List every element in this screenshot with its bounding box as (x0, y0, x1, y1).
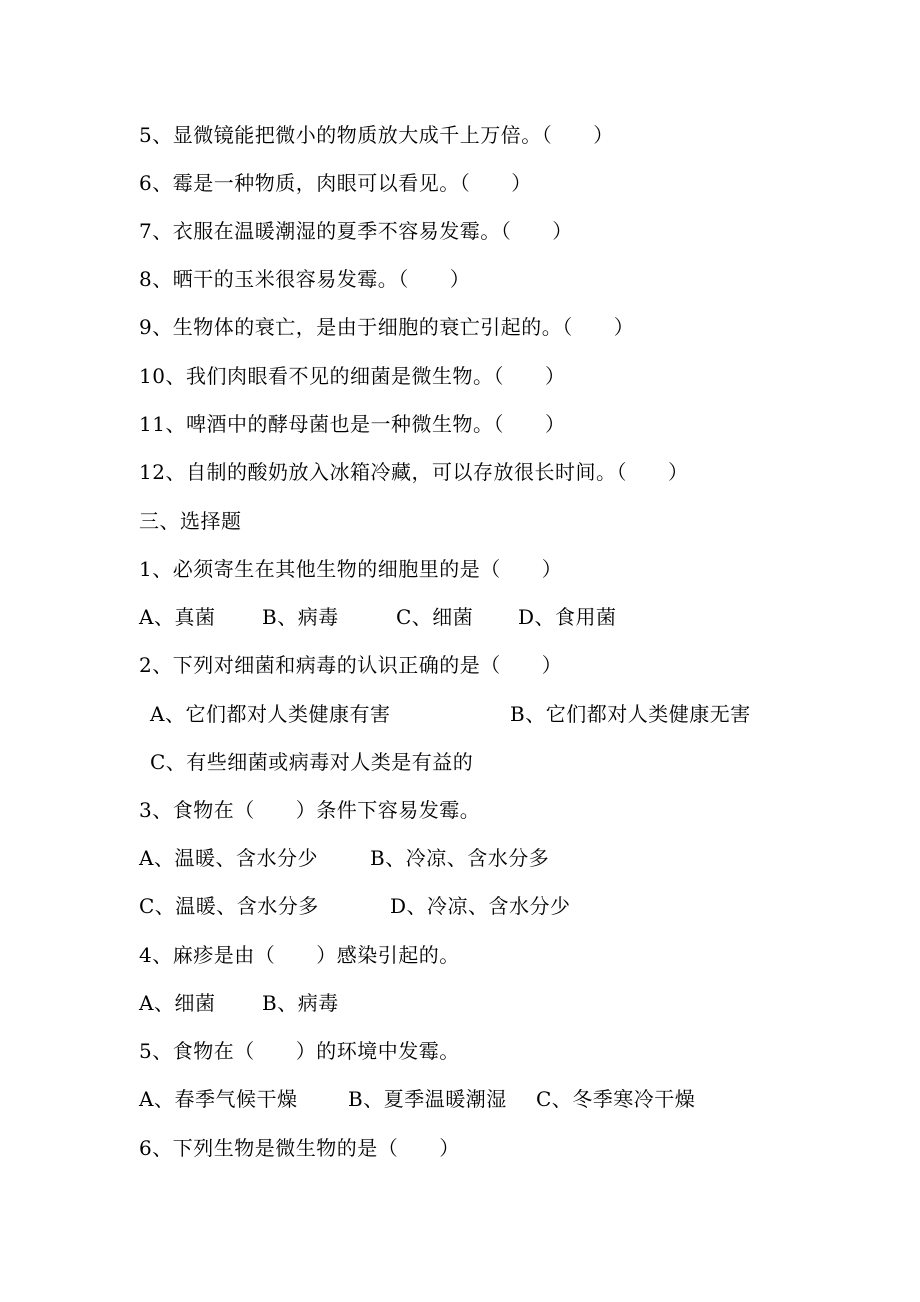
question-1-option-b: B、病毒 (262, 605, 339, 629)
question-5-option-c: C、冬季寒冷干燥 (536, 1087, 696, 1111)
judgement-item-12: 12、自制的酸奶放入冰箱冷藏，可以存放很长时间。（ ） (139, 460, 689, 484)
section-title: 三、选择题 (139, 509, 242, 533)
judgement-item-10: 10、我们肉眼看不见的细菌是微生物。（ ） (139, 364, 566, 388)
judgement-item-8: 8、晒干的玉米很容易发霉。（ ） (139, 267, 471, 291)
question-1-option-d: D、食用菌 (518, 605, 617, 629)
question-4-stem: 4、麻疹是由（ ）感染引起的。 (139, 943, 460, 967)
question-6-stem: 6、下列生物是微生物的是（ ） (139, 1136, 460, 1160)
question-5-stem: 5、食物在（ ）的环境中发霉。 (139, 1039, 460, 1063)
question-2-option-a: A、它们都对人类健康有害 (150, 702, 391, 726)
question-3-stem: 3、食物在（ ）条件下容易发霉。 (139, 798, 481, 822)
question-3-option-b: B、冷凉、含水分多 (370, 846, 550, 870)
question-5-option-a: A、春季气候干燥 (139, 1087, 298, 1111)
question-5-option-b: B、夏季温暖潮湿 (348, 1087, 507, 1111)
question-1-option-c: C、细菌 (396, 605, 474, 629)
judgement-item-5: 5、显微镜能把微小的物质放大成千上万倍。（ ） (139, 123, 614, 147)
question-3-option-c: C、温暖、含水分多 (139, 894, 319, 918)
judgement-item-6: 6、霉是一种物质，肉眼可以看见。（ ） (139, 171, 532, 195)
judgement-item-7: 7、衣服在温暖潮湿的夏季不容易发霉。（ ） (139, 219, 573, 243)
judgement-item-11: 11、啤酒中的酵母菌也是一种微生物。（ ） (139, 412, 566, 436)
question-3-option-a: A、温暖、含水分少 (139, 846, 318, 870)
question-3-option-d: D、冷凉、含水分少 (390, 894, 571, 918)
question-4-option-a: A、细菌 (139, 991, 216, 1015)
question-1-option-a: A、真菌 (139, 605, 216, 629)
question-1-stem: 1、必须寄生在其他生物的细胞里的是（ ） (139, 557, 563, 581)
question-2-option-b: B、它们都对人类健康无害 (510, 702, 751, 726)
question-4-option-b: B、病毒 (262, 991, 339, 1015)
question-2-option-c: C、有些细菌或病毒对人类是有益的 (150, 750, 474, 774)
question-2-stem: 2、下列对细菌和病毒的认识正确的是（ ） (139, 653, 563, 677)
judgement-item-9: 9、生物体的衰亡，是由于细胞的衰亡引起的。（ ） (139, 315, 635, 339)
